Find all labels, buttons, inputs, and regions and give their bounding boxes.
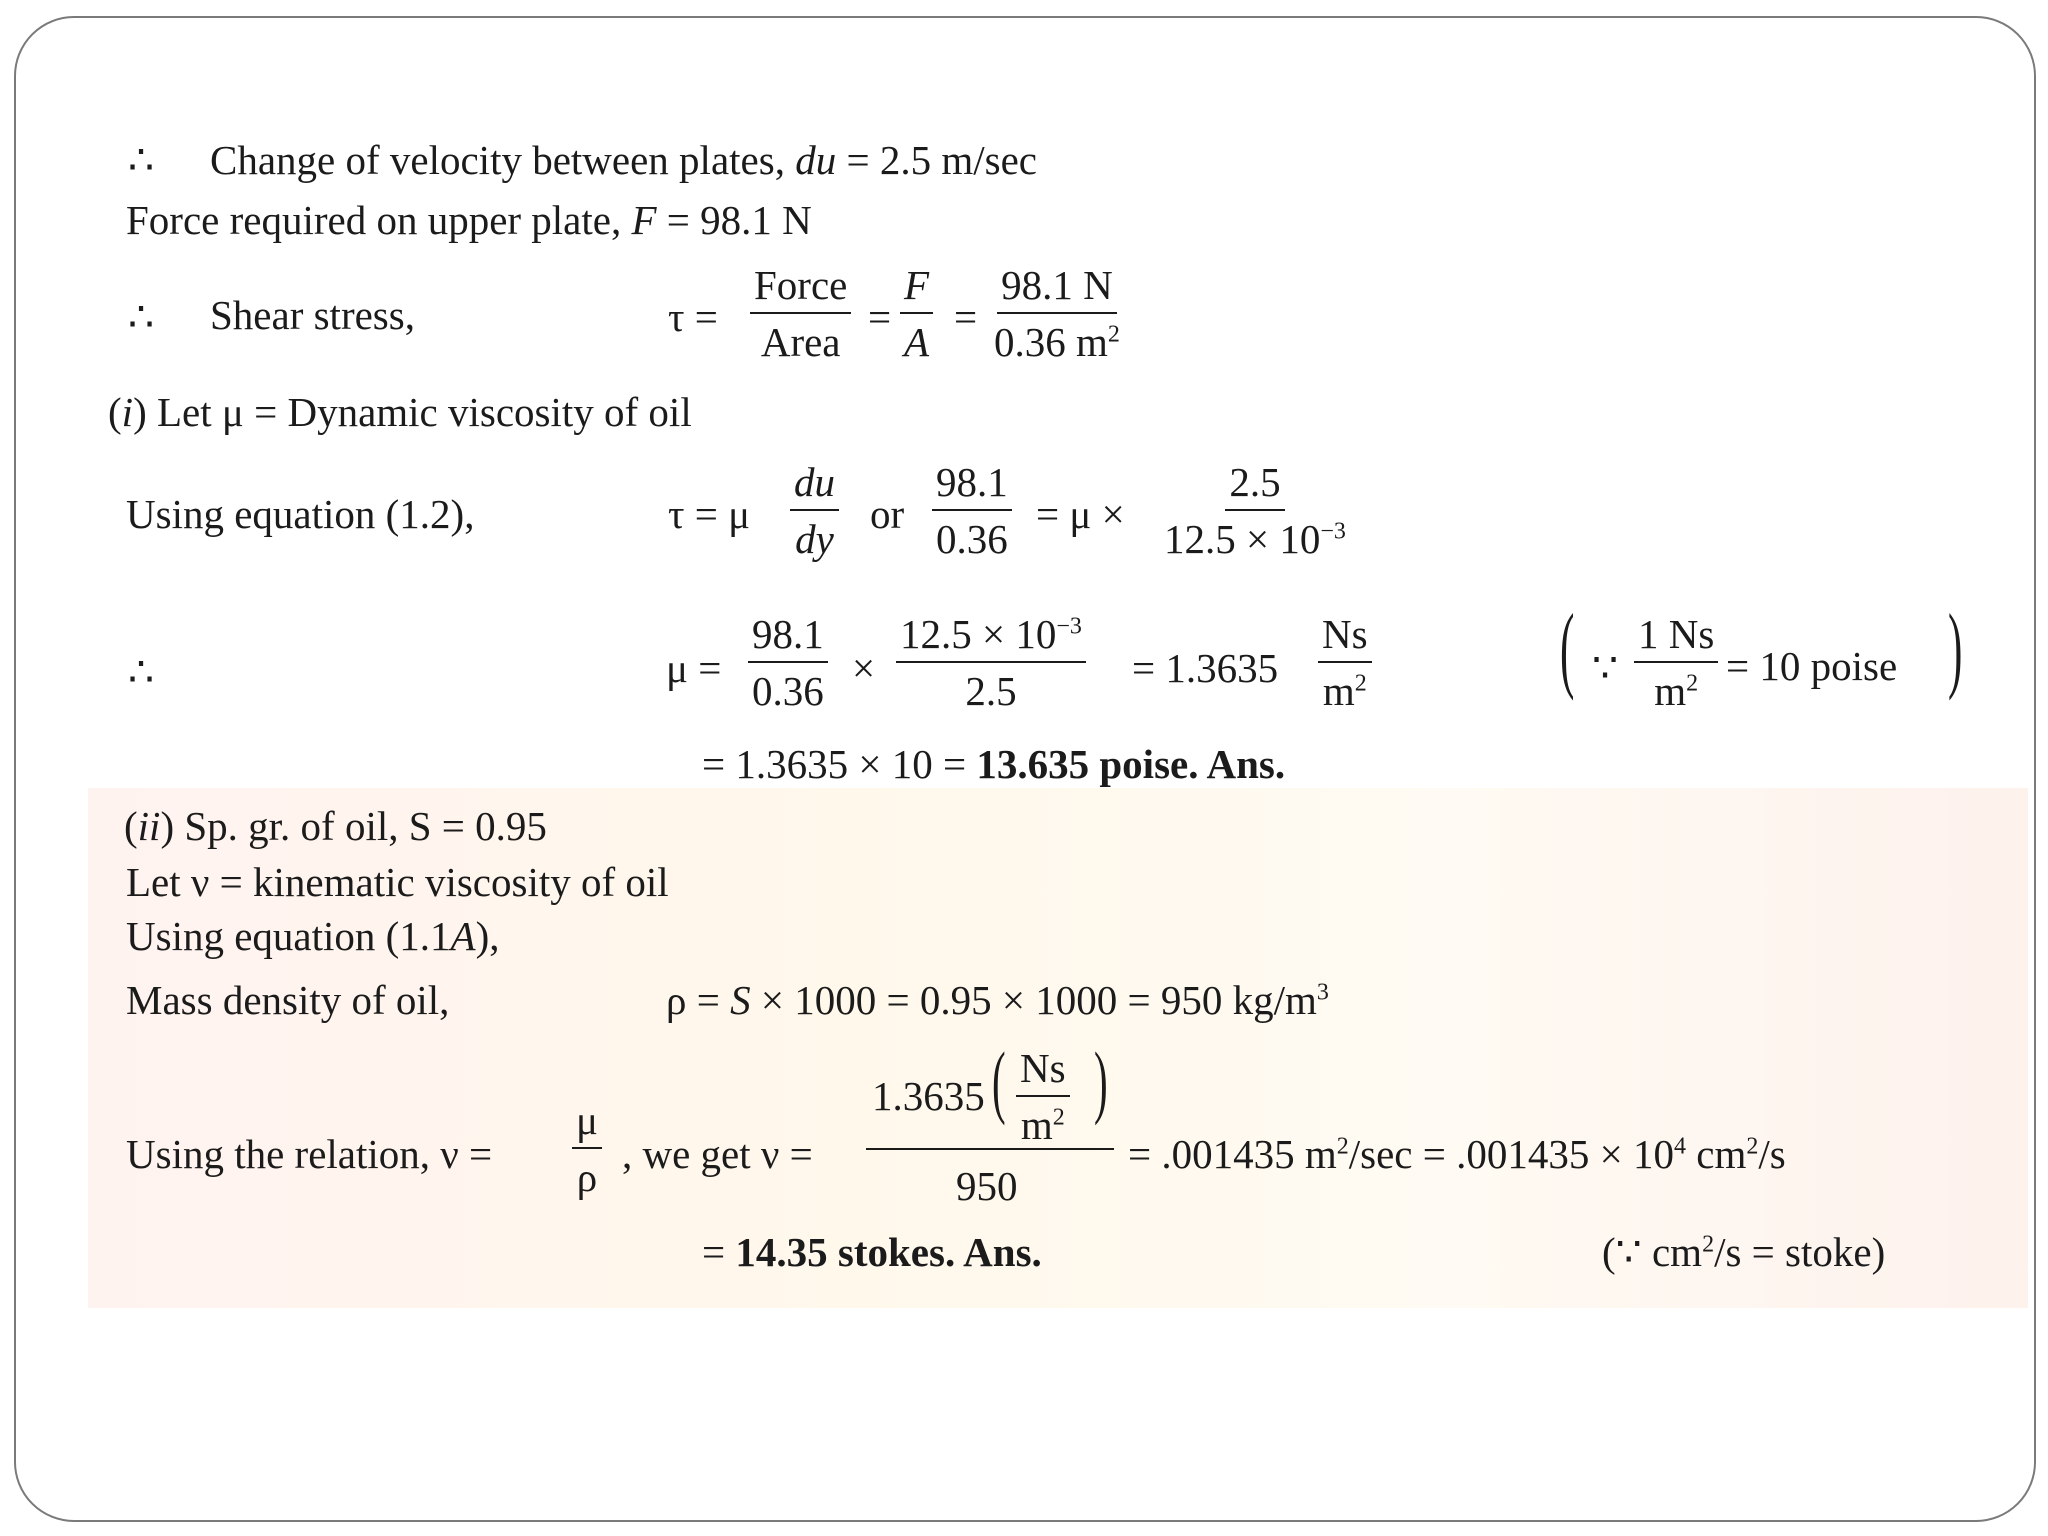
left-paren: ( (1560, 594, 1575, 701)
nu-result: = .001435 $m^2/\sec = .001435 \times 10^4$ $cm^2/s$ (1128, 1131, 1786, 1177)
part-i-line: (i) Let μ = Dynamic viscosity of oil (108, 389, 692, 435)
main-fraction-bar (866, 1148, 1114, 1150)
kinematic-viscosity-definition: Let ν = kinematic viscosity of oil (126, 859, 669, 905)
or-text: or (870, 491, 905, 537)
fraction-98-1-over-0-36: $\frac{98.1}{0.36}$ (932, 462, 1012, 560)
fraction-ns-per-m2: $\frac{Ns}{m^2}$ (1016, 1048, 1070, 1146)
right-paren: ) (1094, 1035, 1108, 1126)
therefore-symbol: ∴ (128, 137, 155, 183)
denominator-950: 950 (956, 1163, 1018, 1209)
because-symbol: ∵ (1592, 645, 1619, 691)
times-symbol: × (852, 645, 876, 691)
equals: = (954, 294, 978, 340)
velocity-line: Change of velocity between plates, du = 2.5 m/sec (210, 137, 1037, 183)
numerator-1-3635: 1.3635 (872, 1073, 985, 1119)
left-paren: ( (992, 1035, 1006, 1126)
therefore-symbol: ∴ (128, 649, 155, 695)
relation-label: Using the relation, ν = (126, 1131, 493, 1177)
equals: = (868, 294, 892, 340)
ten-poise-text: = 10 poise (1726, 643, 1898, 689)
density-equation: ρ = S × 1000 = 0.95 × 1000 = 950 $kg/m^3$ (666, 977, 1329, 1023)
equation-1-2-label: Using equation (1.2), (126, 491, 475, 537)
stoke-note: (∵ $cm^2/s$ = stoke) (1602, 1229, 1886, 1275)
fraction-2-5-over-12-5e-3: $\frac{2.5}{12.5 \times 10^{-3}}$ (1164, 459, 1346, 562)
fraction-1ns-per-m2: $\frac{1 Ns}{m^2}$ (1634, 614, 1718, 712)
shear-stress-label: Shear stress, (210, 292, 415, 338)
force-line: Force required on upper plate, F = 98.1 N (126, 197, 812, 243)
fraction-12-5e-3-over-2-5: $\frac{12.5 \times 10^{-3}}{2.5}$ (896, 614, 1086, 712)
part-ii-line: (ii) Sp. gr. of oil, S = 0.95 (124, 803, 547, 849)
equals-mu-times: = μ × (1036, 491, 1125, 537)
fraction-du-dy: $\frac{du}{dy}$ (790, 462, 839, 560)
fraction-shear-value: $\frac{98.1 N}{0.36 m^2}$ (994, 262, 1120, 365)
tau-mu-lhs: τ = μ (668, 491, 751, 537)
we-get-nu: , we get ν = (622, 1131, 813, 1177)
fraction-98-1-over-0-36: $\frac{98.1}{0.36}$ (748, 614, 828, 712)
final-answer-line: = 14.35 stokes. Ans. (702, 1229, 1042, 1275)
mu-lhs: μ = (666, 645, 722, 691)
tau-lhs: τ = (668, 294, 718, 340)
therefore-symbol: ∴ (128, 294, 155, 340)
fraction-mu-over-rho: $\frac{\mu}{\rho}$ (572, 1100, 602, 1198)
fraction-force-area: Force Area (750, 265, 851, 363)
fraction-f-a: $\frac{F}{A}$ (900, 265, 933, 363)
mu-answer-line: = 1.3635 × 10 = 13.635 poise. Ans. (702, 741, 1286, 787)
equation-1-1a-line: Using equation (1.1A), (126, 913, 500, 959)
mu-result: = 1.3635 (1132, 645, 1279, 691)
right-paren: ) (1948, 594, 1963, 701)
fraction-ns-per-m2: $\frac{Ns}{m^2}$ (1318, 614, 1372, 712)
mass-density-label: Mass density of oil, (126, 977, 450, 1023)
